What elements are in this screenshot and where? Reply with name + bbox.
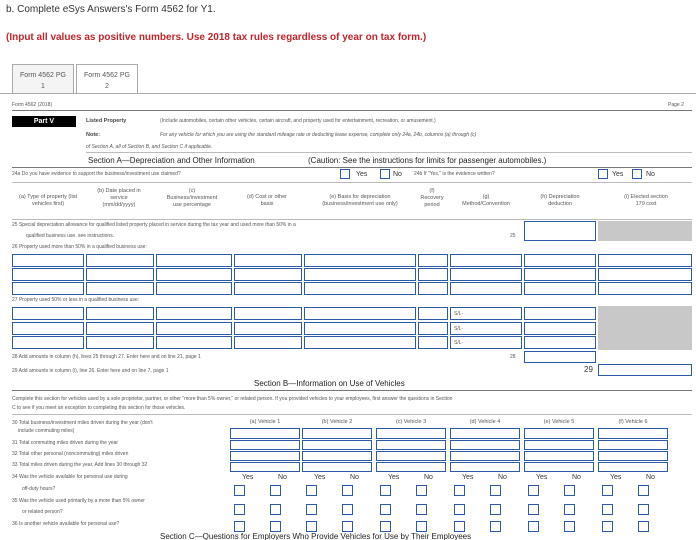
line-27-row2-col-b-input[interactable] <box>86 322 154 335</box>
line-34-vehicle-1-no-checkbox[interactable] <box>270 485 281 496</box>
24b-yes-checkbox[interactable] <box>598 169 608 179</box>
line-31-label: 31 Total commuting miles driven during the year <box>12 440 119 446</box>
col-d-line1: (d) Cost or other <box>246 194 288 200</box>
listed-property-desc: (Include automobiles, certain other vehicles, certain aircraft, and property used for entertainment, recreation, or amusement.) <box>160 118 436 124</box>
vehicle-5-no-label: No <box>572 474 581 481</box>
line-27i-shaded <box>598 306 692 350</box>
line-27-row3-col-d-input[interactable] <box>234 336 302 349</box>
vehicle-6-no-label: No <box>646 474 655 481</box>
line-33-vehicle-4-input[interactable] <box>450 462 520 472</box>
line-30-vehicle-6-input[interactable] <box>598 428 668 439</box>
line-26-row3-col-b-input[interactable] <box>86 282 154 295</box>
line-33-vehicle-6-input[interactable] <box>598 462 668 472</box>
line-26-row1-col-g-input[interactable] <box>450 254 522 267</box>
line-27-row1-col-g-input[interactable] <box>450 307 522 320</box>
line-34-vehicle-3-yes-checkbox[interactable] <box>380 485 391 496</box>
question-text: b. Complete eSys Answers's Form 4562 for Y1. <box>6 4 216 15</box>
section-a-title: Section A—Depreciation and Other Information <box>88 156 255 165</box>
line-27-row3-col-e-input[interactable] <box>304 336 416 349</box>
vehicle-4-no-label: No <box>498 474 507 481</box>
line-33-vehicle-5-input[interactable] <box>524 462 594 472</box>
line-30-label-2: include commuting miles) <box>18 428 75 434</box>
line-35-label: 35 Was the vehicle used primarily by a more than 5% owner <box>12 498 145 504</box>
line-27-row3-col-f-input[interactable] <box>418 336 448 349</box>
col-d-line2: basis <box>260 201 274 207</box>
line-26-row2-col-h-input[interactable] <box>524 268 596 281</box>
sl-prefix: S/L- <box>454 326 464 332</box>
line-26-row1-col-h-input[interactable] <box>524 254 596 267</box>
line-35-vehicle-2-no-checkbox[interactable] <box>342 504 353 515</box>
line-31-vehicle-2-input[interactable] <box>302 440 372 450</box>
divider <box>12 219 692 220</box>
line-26-row2-col-g-input[interactable] <box>450 268 522 281</box>
line-36-vehicle-3-yes-checkbox[interactable] <box>380 521 391 532</box>
divider <box>12 167 692 168</box>
line-33-vehicle-3-input[interactable] <box>376 462 446 472</box>
line-29-number: 29 <box>584 365 593 374</box>
vehicle-5-yes-label: Yes <box>536 474 548 481</box>
col-i-line1: (i) Elected section <box>624 194 668 200</box>
line-26-row2-col-e-input[interactable] <box>304 268 416 281</box>
col-h-header <box>524 194 596 208</box>
line-27-row2-col-g-input[interactable] <box>450 322 522 335</box>
line-27-row3-col-g-input[interactable] <box>450 336 522 349</box>
line-36-vehicle-4-yes-checkbox[interactable] <box>454 521 465 532</box>
line-35-label-2: or related person? <box>22 509 63 515</box>
line-32-vehicle-2-input[interactable] <box>302 451 372 461</box>
line-27-row1-col-b-input[interactable] <box>86 307 154 320</box>
line-31-vehicle-5-input[interactable] <box>524 440 594 450</box>
line-36-vehicle-1-no-checkbox[interactable] <box>270 521 281 532</box>
line-31-vehicle-6-input[interactable] <box>598 440 668 450</box>
line-32-vehicle-1-input[interactable] <box>230 451 300 461</box>
instruction-text: (Input all values as positive numbers. Use 2018 tax rules regardless of year on tax form.) <box>6 32 427 43</box>
line-30-vehicle-4-input[interactable] <box>450 428 520 439</box>
line-35-vehicle-6-no-checkbox[interactable] <box>638 504 649 515</box>
divider <box>12 182 692 183</box>
line-35-vehicle-3-yes-checkbox[interactable] <box>380 504 391 515</box>
col-c-header <box>156 188 228 209</box>
line-35-vehicle-6-yes-checkbox[interactable] <box>602 504 613 515</box>
vehicle-4-header: (d) Vehicle 4 <box>469 419 501 425</box>
divider <box>12 110 692 111</box>
24a-yes-checkbox[interactable] <box>340 169 350 179</box>
col-e-header <box>304 194 416 208</box>
line-27-row3-col-b-input[interactable] <box>86 336 154 349</box>
col-g-line2: Method/Convention <box>462 201 510 207</box>
line-36-vehicle-3-no-checkbox[interactable] <box>416 521 427 532</box>
line-35-vehicle-1-no-checkbox[interactable] <box>270 504 281 515</box>
line-24a-label: 24a Do you have evidence to support the business/investment use claimed? <box>12 171 181 177</box>
line-26-row2-col-b-input[interactable] <box>86 268 154 281</box>
line-27-row3-col-h-input[interactable] <box>524 336 596 349</box>
line-27-row2-col-f-input[interactable] <box>418 322 448 335</box>
col-e-line1: (e) Basis for depreciation <box>329 194 391 200</box>
line-26-row1-col-e-input[interactable] <box>304 254 416 267</box>
line-26-row3-col-i-input[interactable] <box>598 282 692 295</box>
col-i-header <box>600 194 692 208</box>
line-33-label: 33 Total miles driven during the year. Add lines 30 through 32 <box>12 462 148 468</box>
col-c-line1: (c) <box>188 188 196 194</box>
line-36-vehicle-5-yes-checkbox[interactable] <box>528 521 539 532</box>
line-36-vehicle-6-yes-checkbox[interactable] <box>602 521 613 532</box>
line-35-vehicle-3-no-checkbox[interactable] <box>416 504 427 515</box>
vehicle-3-header: (c) Vehicle 3 <box>395 419 427 425</box>
line-27-row1-col-f-input[interactable] <box>418 307 448 320</box>
24a-yes-label: Yes <box>356 171 368 178</box>
line-27-row2-col-h-input[interactable] <box>524 322 596 335</box>
tab-form-4562-pg2[interactable] <box>76 64 138 94</box>
col-b-line3: (mm/dd/yyyy) <box>102 202 136 208</box>
line-27-row2-col-c-input[interactable] <box>156 322 232 335</box>
line-27-row2-col-a-input[interactable] <box>12 322 84 335</box>
line-36-vehicle-6-no-checkbox[interactable] <box>638 521 649 532</box>
line-32-vehicle-3-input[interactable] <box>376 451 446 461</box>
line-25-number: 25 <box>510 233 516 239</box>
line-34-vehicle-6-no-checkbox[interactable] <box>638 485 649 496</box>
line-27-label: 27 Property used 50% or less in a qualified business use: <box>12 297 140 303</box>
line-35-vehicle-5-no-checkbox[interactable] <box>564 504 575 515</box>
col-f-line1: (f) <box>429 188 435 194</box>
divider <box>12 414 692 415</box>
line-26-row2-col-a-input[interactable] <box>12 268 84 281</box>
vehicle-2-header: (b) Vehicle 2 <box>321 419 353 425</box>
form-header-left: Form 4562 (2018) <box>12 102 53 108</box>
line-34-vehicle-3-no-checkbox[interactable] <box>416 485 427 496</box>
line-26-row1-col-a-input[interactable] <box>12 254 84 267</box>
line-34-label-2: off-duty hours? <box>22 486 56 492</box>
note-text-2: of Section A, all of Section B, and Section C if applicable. <box>86 144 213 150</box>
vehicle-3-no-label: No <box>424 474 433 481</box>
col-f-header <box>418 188 446 209</box>
line-36-vehicle-2-yes-checkbox[interactable] <box>306 521 317 532</box>
line-27-row1-col-c-input[interactable] <box>156 307 232 320</box>
line-36-vehicle-4-no-checkbox[interactable] <box>490 521 501 532</box>
col-c-line2: Business/investment <box>166 195 218 201</box>
line-34-vehicle-1-yes-checkbox[interactable] <box>234 485 245 496</box>
line-27-row3-col-a-input[interactable] <box>12 336 84 349</box>
col-f-line3: period <box>424 202 440 208</box>
col-d-header <box>234 194 300 208</box>
line-31-vehicle-1-input[interactable] <box>230 440 300 450</box>
line-26-row3-col-f-input[interactable] <box>418 282 448 295</box>
col-b-header <box>86 188 152 209</box>
col-b-line2: service <box>110 195 128 201</box>
col-a-header: (a) Type of property (list vehicles first) <box>19 194 77 207</box>
vehicle-6-yes-label: Yes <box>610 474 622 481</box>
line-34-vehicle-4-no-checkbox[interactable] <box>490 485 501 496</box>
line-26-row3-col-d-input[interactable] <box>234 282 302 295</box>
line-30-vehicle-2-input[interactable] <box>302 428 372 439</box>
line-35-vehicle-1-yes-checkbox[interactable] <box>234 504 245 515</box>
line-27-row2-col-e-input[interactable] <box>304 322 416 335</box>
section-b-text: Complete this section for vehicles used by a sole proprietor, partner, or other "more than 5% owner," or related person. If you provided vehicles to your employees, first answer the questions in Section <box>12 396 453 402</box>
line-26-row3-col-g-input[interactable] <box>450 282 522 295</box>
line-33-vehicle-1-input[interactable] <box>230 462 300 472</box>
24b-no-label: No <box>646 171 655 178</box>
vehicle-3-yes-label: Yes <box>388 474 400 481</box>
col-i-line2: 179 cost <box>635 201 657 207</box>
line-26-row1-col-c-input[interactable] <box>156 254 232 267</box>
sl-prefix: S/L- <box>454 340 464 346</box>
line-25i-shaded <box>598 221 692 241</box>
col-f-line2: Recovery <box>420 195 444 201</box>
divider <box>12 390 692 391</box>
line-26-row3-col-e-input[interactable] <box>304 282 416 295</box>
line-25h-input[interactable] <box>524 221 596 241</box>
section-c-title: Section C—Questions for Employers Who Provide Vehicles for Use by Their Employees <box>160 532 472 540</box>
tab-title: Form 4562 PG <box>84 72 130 79</box>
line-26-row2-col-i-input[interactable] <box>598 268 692 281</box>
24a-no-checkbox[interactable] <box>380 169 390 179</box>
line-26-row3-col-c-input[interactable] <box>156 282 232 295</box>
line-26-row3-col-a-input[interactable] <box>12 282 84 295</box>
sl-prefix: S/L- <box>454 311 464 317</box>
section-b-title: Section B—Information on Use of Vehicles <box>254 379 405 388</box>
note-text: For any vehicle for which you are using the standard mileage rate or deducting lease expense, complete only 24a, 24b, columns (a) through (c) <box>160 132 477 138</box>
line-28-label: 28 Add amounts in column (h), lines 25 through 27. Enter here and on line 21, page 1 <box>12 354 201 360</box>
line-26-row1-col-b-input[interactable] <box>86 254 154 267</box>
tab-form-4562-pg1[interactable] <box>12 64 74 94</box>
line-26-row1-col-f-input[interactable] <box>418 254 448 267</box>
vehicle-4-yes-label: Yes <box>462 474 474 481</box>
tab-number: 2 <box>105 83 109 90</box>
line-31-vehicle-3-input[interactable] <box>376 440 446 450</box>
24b-yes-label: Yes <box>612 171 624 178</box>
line-27-row3-col-c-input[interactable] <box>156 336 232 349</box>
col-g-header <box>450 194 522 208</box>
vehicle-1-yes-label: Yes <box>242 474 254 481</box>
line-36-label: 36 Is another vehicle available for personal use? <box>12 521 120 527</box>
line-32-vehicle-6-input[interactable] <box>598 451 668 461</box>
line-25-label: 25 Special depreciation allowance for qualified listed property placed in service during the tax year and used more than 50% in a <box>12 222 296 228</box>
tab-divider <box>0 93 696 94</box>
line-36-vehicle-1-yes-checkbox[interactable] <box>234 521 245 532</box>
vehicle-1-header: (a) Vehicle 1 <box>249 419 281 425</box>
line-34-vehicle-2-yes-checkbox[interactable] <box>306 485 317 496</box>
line-26-row1-col-i-input[interactable] <box>598 254 692 267</box>
line-34-vehicle-5-no-checkbox[interactable] <box>564 485 575 496</box>
line-26-row2-col-c-input[interactable] <box>156 268 232 281</box>
line-24b-label: 24b If "Yes," is the evidence written? <box>414 171 495 177</box>
line-34-vehicle-6-yes-checkbox[interactable] <box>602 485 613 496</box>
form-header-right: Page 2 <box>668 102 684 108</box>
line-26-row2-col-d-input[interactable] <box>234 268 302 281</box>
24b-no-checkbox[interactable] <box>632 169 642 179</box>
line-32-vehicle-5-input[interactable] <box>524 451 594 461</box>
line-35-vehicle-4-yes-checkbox[interactable] <box>454 504 465 515</box>
line-34-label: 34 Was the vehicle available for personal use during <box>12 474 128 480</box>
line-34-vehicle-4-yes-checkbox[interactable] <box>454 485 465 496</box>
section-a-caution: (Caution: See the instructions for limits for passenger automobiles.) <box>308 156 547 165</box>
line-30-vehicle-5-input[interactable] <box>524 428 594 439</box>
divider <box>86 152 692 153</box>
line-26-row3-col-h-input[interactable] <box>524 282 596 295</box>
col-c-line3: use percentage <box>173 202 211 208</box>
part-v-label: Part V <box>12 116 76 127</box>
line-34-vehicle-5-yes-checkbox[interactable] <box>528 485 539 496</box>
line-35-vehicle-5-yes-checkbox[interactable] <box>528 504 539 515</box>
col-e-line2: (business/investment use only) <box>322 201 398 207</box>
line-28-number: 28 <box>510 354 516 360</box>
col-g-line1: (g) <box>482 194 490 200</box>
line-28-input[interactable] <box>524 351 596 363</box>
line-27-row1-col-a-input[interactable] <box>12 307 84 320</box>
section-b-text-2: C to see if you meet an exception to completing this section for those vehicles. <box>12 405 186 411</box>
line-34-vehicle-2-no-checkbox[interactable] <box>342 485 353 496</box>
line-32-vehicle-4-input[interactable] <box>450 451 520 461</box>
tab-title: Form 4562 PG <box>20 72 66 79</box>
24a-no-label: No <box>393 171 402 178</box>
line-27-row1-col-e-input[interactable] <box>304 307 416 320</box>
listed-property-title: Listed Property <box>86 118 127 124</box>
col-h-line1: (h) Depreciation <box>540 194 580 200</box>
line-27-row2-col-d-input[interactable] <box>234 322 302 335</box>
line-30-label: 30 Total business/investment miles driven during the year (don't <box>12 420 153 426</box>
line-36-vehicle-5-no-checkbox[interactable] <box>564 521 575 532</box>
note-label: Note: <box>86 132 101 138</box>
line-26-row2-col-f-input[interactable] <box>418 268 448 281</box>
line-35-vehicle-4-no-checkbox[interactable] <box>490 504 501 515</box>
vehicle-2-yes-label: Yes <box>314 474 326 481</box>
line-27-row1-col-d-input[interactable] <box>234 307 302 320</box>
line-31-vehicle-4-input[interactable] <box>450 440 520 450</box>
line-25-label-2: qualified business use. see instructions. <box>26 233 115 239</box>
vehicle-5-header: (e) Vehicle 5 <box>543 419 575 425</box>
line-32-label: 32 Total other personal (noncommuting) miles driven <box>12 451 129 457</box>
vehicle-1-no-label: No <box>278 474 287 481</box>
vehicle-2-no-label: No <box>350 474 359 481</box>
line-26-label: 26 Property used more than 50% in a qualified business use: <box>12 244 147 250</box>
line-30-vehicle-3-input[interactable] <box>376 428 446 439</box>
line-26-row1-col-d-input[interactable] <box>234 254 302 267</box>
line-27-row1-col-h-input[interactable] <box>524 307 596 320</box>
vehicle-6-header: (f) Vehicle 6 <box>618 419 648 425</box>
col-h-line2: deduction <box>548 201 572 207</box>
line-29-input[interactable] <box>598 364 692 376</box>
line-30-vehicle-1-input[interactable] <box>230 428 300 439</box>
col-b-line1: (b) Date placed in <box>97 188 141 194</box>
line-29-label: 29 Add amounts in column (i), line 26. Enter here and on line 7, page 1 <box>12 368 169 374</box>
line-35-vehicle-2-yes-checkbox[interactable] <box>306 504 317 515</box>
line-33-vehicle-2-input[interactable] <box>302 462 372 472</box>
tab-number: 1 <box>41 83 45 90</box>
line-36-vehicle-2-no-checkbox[interactable] <box>342 521 353 532</box>
